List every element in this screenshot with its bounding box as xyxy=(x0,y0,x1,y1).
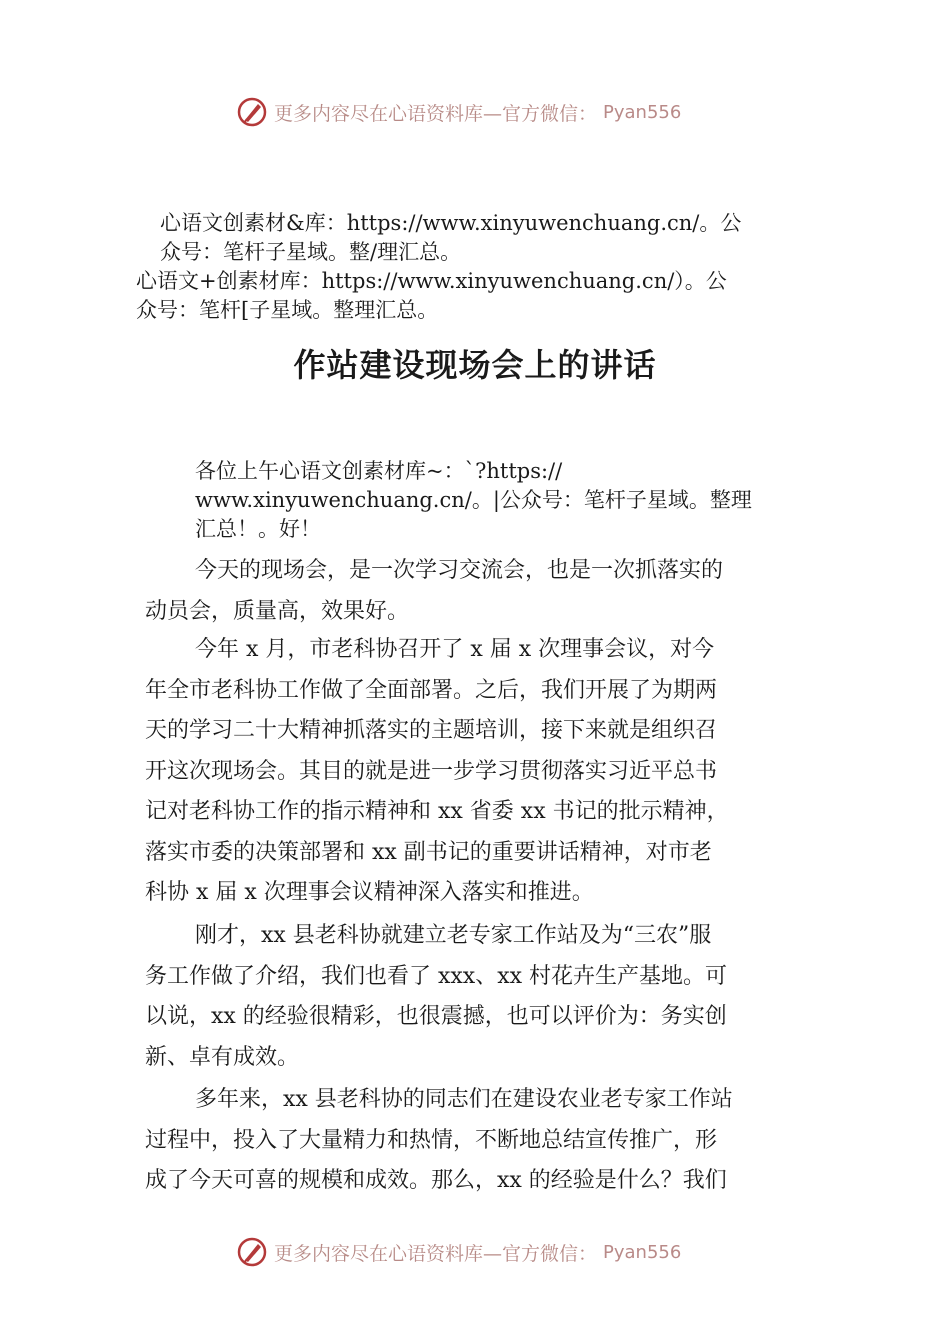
paragraph-line: 落实市委的决策部署和 xx 副书记的重要讲话精神，对市老 xyxy=(145,839,712,865)
paragraph-line: 天的学习二十大精神抓落实的主题培训，接下来就是组织召 xyxy=(145,718,718,743)
greeting xyxy=(195,457,752,544)
paragraph-line: 今年 x 月，市老科协召开了 x 届 x 次理事会议，对今 xyxy=(195,637,715,662)
paragraph-line: 以说，xx 的经验很精彩，也很震撼，也可以评价为：务实创 xyxy=(145,1004,727,1029)
footer-banner xyxy=(236,1236,681,1268)
greeting-line3: 汇总！。好！ xyxy=(195,517,321,541)
greeting-line2: www.xinyuwenchuang.cn/。|公众号：笔杆子星域。整理 xyxy=(195,488,752,512)
banner-text: 更多内容尽在心语资料库—官方微信： xyxy=(274,102,598,125)
paragraph-line: 多年来，xx 县老科协的同志们在建设农业老专家工作站 xyxy=(195,1087,733,1112)
source-note-2-line2: 众号：笔杆[子星域。整理汇总。 xyxy=(136,298,439,322)
paragraph-line: 务工作做了介绍，我们也看了 xxx、xx 村花卉生产基地。可 xyxy=(145,963,728,989)
paragraph-line: 科协 x 届 x 次理事会议精神深入落实和推进。 xyxy=(145,880,594,905)
greeting-line1: 各位上午心语文创素材库~：`?https:// xyxy=(195,459,563,483)
paragraph-3 xyxy=(145,916,811,1078)
source-note-2 xyxy=(136,267,727,325)
document-title: 作站建设现场会上的讲话 xyxy=(293,346,657,384)
paragraph-line: 动员会，质量高，效果好。 xyxy=(145,598,410,624)
quill-logo-icon xyxy=(236,96,268,128)
source-note-1-line2: 众号：笔杆子星域。整/理汇总。 xyxy=(160,240,462,264)
paragraph-line: 新、卓有成效。 xyxy=(145,1044,300,1070)
paragraph-line: 过程中，投入了大量精力和热情，不断地总结宣传推广，形 xyxy=(145,1127,718,1153)
source-note-2-line1: 心语文+创素材库：https://www.xinyuwenchuang.cn/）。公 xyxy=(136,269,727,293)
paragraph-line: 今天的现场会，是一次学习交流会，也是一次抓落实的 xyxy=(195,558,724,583)
banner-wechat-id: Pyan556 xyxy=(603,101,682,123)
quill-logo-icon xyxy=(236,1236,268,1268)
paragraph-1 xyxy=(145,551,811,632)
header-banner xyxy=(236,96,681,128)
source-note-1-line1: 心语文创素材&库：https://www.xinyuwenchuang.cn/。公 xyxy=(160,211,742,235)
paragraph-2 xyxy=(145,630,811,914)
banner-wechat-id: Pyan556 xyxy=(603,1241,682,1263)
paragraph-line: 刚才，xx 县老科协就建立老专家工作站及为“三农”服 xyxy=(195,923,712,948)
paragraph-line: 记对老科协工作的指示精神和 xx 省委 xx 书记的批示精神， xyxy=(145,799,729,824)
source-note-1 xyxy=(160,209,741,267)
paragraph-4 xyxy=(145,1080,811,1202)
paragraph-line: 年全市老科协工作做了全面部署。之后，我们开展了为期两 xyxy=(145,677,718,703)
paragraph-line: 成了今天可喜的规模和成效。那么，xx 的经验是什么？我们 xyxy=(145,1168,727,1193)
banner-text: 更多内容尽在心语资料库—官方微信： xyxy=(274,1242,598,1265)
paragraph-line: 开这次现场会。其目的就是进一步学习贯彻落实习近平总书 xyxy=(145,758,718,784)
